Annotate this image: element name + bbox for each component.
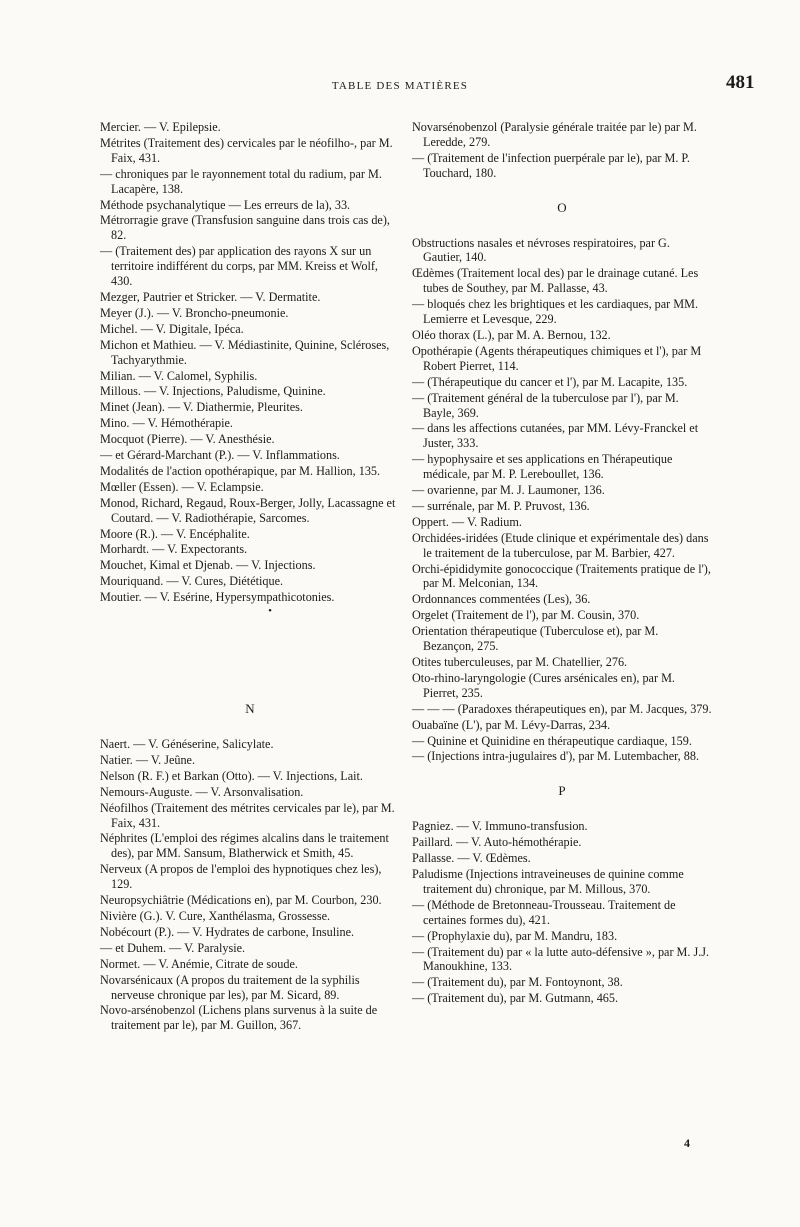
index-entry: — (Traitement de l'infection puerpérale par le), par M. P. Touchard, 180. bbox=[412, 150, 690, 180]
page-number: 481 bbox=[726, 72, 755, 93]
index-entry: Paludisme (Injections intraveineuses de quinine comme traitement du) chronique, par M. Millous, 370. bbox=[412, 866, 684, 896]
index-entry: — (Traitement du), par M. Fontoynont, 38. bbox=[412, 975, 623, 990]
index-entry: Orgelet (Traitement de l'), par M. Cousin, 370. bbox=[412, 608, 640, 623]
index-entry: Nivière (G.). V. Cure, Xanthélasma, Grossesse. bbox=[100, 908, 331, 923]
index-entry: Obstructions nasales et névroses respiratoires, par G. Gautier, 140. bbox=[412, 235, 670, 265]
index-entry: Millous. — V. Injections, Paludisme, Quinine. bbox=[100, 384, 326, 399]
index-entry: Meyer (J.). — V. Broncho-pneumonie. bbox=[100, 305, 289, 320]
index-entry: Orchidées-iridées (Etude clinique et expérimentale des) dans le traitement de la tuberculose, par M. Barbier, 427. bbox=[412, 530, 709, 560]
index-entry: — (Traitement du), par M. Gutmann, 465. bbox=[412, 991, 619, 1006]
index-entry: Mouchet, Kimal et Djenab. — V. Injections. bbox=[100, 558, 316, 573]
index-entry: Naert. — V. Généserine, Salicylate. bbox=[100, 737, 274, 751]
index-entry: Paillard. — V. Auto-hémothérapie. bbox=[412, 835, 582, 850]
left-column bbox=[100, 120, 400, 1034]
index-entry: Michon et Mathieu. — V. Médiastinite, Quinine, Scléroses, Tachyarythmie. bbox=[100, 337, 390, 367]
signature-mark: 4 bbox=[684, 1136, 690, 1150]
index-entry: Métrorragie grave (Transfusion sanguine dans trois cas de), 82. bbox=[100, 213, 390, 243]
index-entry: — dans les affections cutanées, par MM. Lévy-Franckel et Juster, 333. bbox=[412, 421, 699, 451]
right-entries-novarsenobenzol bbox=[412, 120, 712, 181]
index-entry: Oto-rhino-laryngologie (Cures arsénicales en), par M. Pierret, 235. bbox=[412, 670, 675, 700]
index-entry: Milian. — V. Calomel, Syphilis. bbox=[100, 368, 258, 383]
section-letter-p: P bbox=[558, 783, 566, 799]
index-entry: — hypophysaire et ses applications en Thérapeutique médicale, par M. P. Lereboullet, 136. bbox=[412, 452, 673, 482]
index-entry: Ouabaïne (L'), par M. Lévy-Darras, 234. bbox=[412, 717, 611, 732]
index-entry: Morhardt. — V. Expectorants. bbox=[100, 542, 248, 557]
index-entry: Michel. — V. Digitale, Ipéca. bbox=[100, 321, 244, 336]
index-entry: Moutier. — V. Esérine, Hypersympathicotonies. bbox=[100, 590, 335, 605]
index-entry: — surrénale, par M. P. Pruvost, 136. bbox=[412, 498, 590, 513]
section-letter-o: O bbox=[557, 199, 567, 215]
index-entry: Orchi-épididymite gonococcique (Traitements pratique de l'), par M. Melconian, 134. bbox=[412, 561, 711, 591]
index-entry: — (Traitement général de la tuberculose par l'), par M. Bayle, 369. bbox=[412, 390, 679, 420]
index-entry: — (Injections intra-jugulaires d'), par M. Lutembacher, 88. bbox=[412, 749, 700, 764]
index-entry: Méthode psychanalytique — Les erreurs de la), 33. bbox=[100, 197, 351, 212]
index-entry: Pagniez. — V. Immuno-transfusion. bbox=[412, 819, 588, 834]
index-entry: — et Duhem. — V. Paralysie. bbox=[100, 940, 246, 955]
index-entry: — et Gérard-Marchant (P.). — V. Inflammations. bbox=[100, 448, 340, 463]
index-entry: Mino. — V. Hémothérapie. bbox=[100, 416, 233, 431]
index-entry: Novo-arsénobenzol (Lichens plans survenus à la suite de traitement par le), par M. Guillon, 367. bbox=[100, 1003, 378, 1033]
index-entry: Pallasse. — V. Œdèmes. bbox=[412, 851, 531, 866]
index-entry: Nelson (R. F.) et Barkan (Otto). — V. Injections, Lait. bbox=[100, 768, 363, 783]
index-entry: — (Traitement des) par application des rayons X sur un territoire indifférent du corps, par MM. Kreiss et Wolf, 430. bbox=[100, 244, 378, 289]
index-entry: Ordonnances commentées (Les), 36. bbox=[412, 592, 591, 607]
running-header-title: TABLE DES MATIÈRES bbox=[331, 80, 469, 92]
index-entry: Minet (Jean). — V. Diathermie, Pleurites. bbox=[100, 400, 303, 415]
right-entries-p bbox=[412, 819, 712, 1006]
index-entry: — — — (Paradoxes thérapeutiques en), par M. Jacques, 379. bbox=[412, 701, 712, 716]
index-entry: — bloqués chez les brightiques et les cardiaques, par MM. Lemierre et Levesque, 229. bbox=[412, 297, 698, 327]
index-entry: Mercier. — V. Epilepsie. bbox=[100, 120, 221, 134]
bullet-mark: • bbox=[268, 605, 272, 618]
index-entry: — (Traitement du) par « la lutte auto-défensive », par M. J.J. Manoukhine, 133. bbox=[412, 944, 710, 974]
index-entry: — (Prophylaxie du), par M. Mandru, 183. bbox=[412, 928, 618, 943]
index-entry: Mocquot (Pierre). — V. Anesthésie. bbox=[100, 432, 275, 447]
index-entry: Nemours-Auguste. — V. Arsonvalisation. bbox=[100, 784, 304, 799]
index-entry: — chroniques par le rayonnement total du radium, par M. Lacapère, 138. bbox=[100, 166, 382, 196]
index-entry: Nerveux (A propos de l'emploi des hypnotiques chez les), 129. bbox=[100, 862, 382, 892]
index-entry: Monod, Richard, Regaud, Roux-Berger, Jolly, Lacassagne et Coutard. — V. Radiothérapie, Sarcomes. bbox=[100, 495, 396, 525]
index-entry: Nobécourt (P.). — V. Hydrates de carbone, Insuline. bbox=[100, 924, 355, 939]
index-entry: Œdèmes (Traitement local des) par le drainage cutané. Les tubes de Southey, par M. Pallasse, 43. bbox=[412, 266, 699, 296]
index-entry: Mezger, Pautrier et Stricker. — V. Dermatite. bbox=[100, 289, 321, 304]
index-entry: Néofilhos (Traitement des métrites cervicales par le), par M. Faix, 431. bbox=[100, 800, 395, 830]
index-entry: Oléo thorax (L.), par M. A. Bernou, 132. bbox=[412, 327, 611, 342]
index-entry: Néphrites (L'emploi des régimes alcalins dans le traitement des), par MM. Sansum, Blatherwick et Smith, 45. bbox=[100, 831, 389, 861]
right-column bbox=[412, 120, 712, 1007]
index-entry: — (Thérapeutique du cancer et l'), par M. Lacapite, 135. bbox=[412, 374, 688, 389]
index-entry: Opothérapie (Agents thérapeutiques chimiques et l'), par M Robert Pierret, 114. bbox=[412, 343, 702, 373]
index-entry: Mouriquand. — V. Cures, Diététique. bbox=[100, 574, 284, 589]
index-entry: — (Méthode de Bretonneau-Trousseau. Traitement de certaines formes du), 421. bbox=[412, 897, 676, 927]
left-entries-m bbox=[100, 120, 400, 605]
index-entry: Novarsénicaux (A propos du traitement de la syphilis nerveuse chronique par les), par M. Sicard, 89. bbox=[100, 972, 360, 1002]
index-entry: — ovarienne, par M. J. Laumoner, 136. bbox=[412, 483, 605, 498]
index-entry: Oppert. — V. Radium. bbox=[412, 514, 522, 529]
index-entry: Natier. — V. Jeûne. bbox=[100, 752, 196, 767]
index-entry: Novarsénobenzol (Paralysie générale traitée par le) par M. Leredde, 279. bbox=[412, 120, 697, 149]
section-letter-n: N bbox=[245, 701, 255, 717]
index-entry: Otites tuberculeuses, par M. Chatellier, 276. bbox=[412, 655, 628, 669]
left-entries-n bbox=[100, 737, 400, 1033]
index-entry: Mœller (Essen). — V. Eclampsie. bbox=[100, 479, 264, 494]
index-entry: Neuropsychiâtrie (Médications en), par M. Courbon, 230. bbox=[100, 893, 382, 908]
index-entry: Normet. — V. Anémie, Citrate de soude. bbox=[100, 956, 298, 971]
index-entry: Moore (R.). — V. Encéphalite. bbox=[100, 526, 250, 541]
index-entry: — Quinine et Quinidine en thérapeutique cardiaque, 159. bbox=[412, 733, 692, 748]
index-entry: Métrites (Traitement des) cervicales par le néofilho-, par M. Faix, 431. bbox=[100, 135, 393, 165]
index-entry: Modalités de l'action opothérapique, par M. Hallion, 135. bbox=[100, 463, 381, 478]
index-entry: Orientation thérapeutique (Tuberculose et), par M. Bezançon, 275. bbox=[412, 624, 659, 654]
right-entries-o bbox=[412, 236, 712, 765]
